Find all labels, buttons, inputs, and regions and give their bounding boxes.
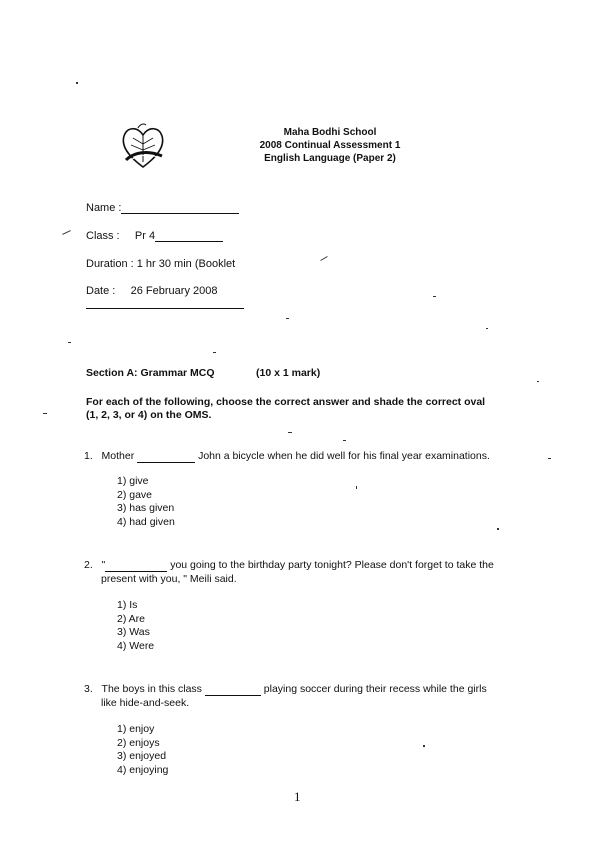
scan-speck: [43, 413, 47, 414]
question-2-options: [117, 599, 154, 653]
question-1-options: [117, 475, 175, 529]
scan-speck: [213, 352, 216, 353]
scan-speck: [76, 82, 78, 84]
question-3-options: [117, 723, 168, 777]
question-3: [84, 682, 487, 696]
question-text-after: John a bicycle when he did well for his final year examinations.: [198, 450, 490, 462]
question-text-after: you going to the birthday party tonight? Please don't forget to take the: [170, 559, 494, 571]
instruction-line-2: (1, 2, 3, or 4) on the OMS.: [86, 409, 212, 421]
class-value: Pr 4: [134, 230, 156, 242]
instruction-line-1: For each of the following, choose the correct answer and shade the correct oval: [86, 396, 486, 408]
question-text-after: playing soccer during their recess while the girls: [263, 683, 487, 695]
scan-speck: [548, 458, 551, 459]
question-2: [84, 558, 494, 572]
answer-blank: [105, 560, 167, 572]
question-number: 2.: [84, 559, 93, 571]
option-4: 4) Were: [117, 639, 155, 652]
scan-speck: [433, 296, 436, 297]
scan-speck: [423, 745, 425, 747]
section-marks: (10 x 1 mark): [256, 367, 321, 379]
class-field: [86, 230, 223, 242]
question-1: [84, 449, 490, 463]
option-2: 2) enjoys: [117, 736, 160, 749]
option-3: 3) enjoyed: [117, 750, 167, 762]
name-blank: [121, 202, 239, 214]
option-2: 2) Are: [117, 612, 146, 625]
option-4: 4) had given: [117, 515, 175, 528]
question-text-before: Mother: [101, 450, 135, 462]
question-number: 3.: [84, 683, 93, 695]
scan-speck: [486, 328, 488, 329]
date-value: 26 February 2008: [130, 285, 218, 297]
question-text-before: The boys in this class: [101, 683, 202, 695]
assessment-title: 2008 Continual Assessment 1: [259, 140, 401, 151]
scan-speck: [537, 381, 539, 382]
scan-speck: [343, 440, 346, 441]
class-blank: [155, 230, 223, 242]
duration-text: Duration : 1 hr 30 min (Booklet: [86, 258, 236, 270]
school-logo: [118, 122, 168, 170]
scan-speck: [288, 432, 292, 433]
question-2-line-2: present with you, " Meili said.: [101, 573, 237, 585]
name-field: [86, 202, 239, 214]
scan-speck: [356, 486, 357, 489]
section-title: Section A: Grammar MCQ: [86, 367, 215, 379]
class-label: Class :: [86, 230, 120, 242]
option-3: 3) Was: [117, 626, 150, 638]
scan-speck: [286, 318, 289, 319]
school-name: Maha Bodhi School: [283, 127, 377, 138]
option-3: 3) has given: [117, 502, 175, 514]
scan-speck: [320, 256, 327, 261]
scan-speck: [62, 230, 71, 235]
question-number: 1.: [84, 450, 93, 462]
option-2: 2) gave: [117, 488, 153, 501]
option-1: 1) Is: [117, 599, 138, 611]
header-divider: [86, 308, 244, 309]
option-4: 4) enjoying: [117, 763, 169, 776]
scan-speck: [68, 342, 71, 343]
page-number: 1: [294, 789, 301, 804]
question-3-line-2: like hide-and-seek.: [101, 697, 190, 709]
option-1: 1) enjoy: [117, 723, 155, 735]
date-label: Date :: [86, 285, 116, 297]
answer-blank: [205, 684, 261, 696]
question-text-before: ": [101, 559, 106, 571]
paper-title: English Language (Paper 2): [264, 153, 396, 164]
name-label: Name :: [86, 202, 122, 214]
scan-speck: [497, 528, 499, 530]
date-field: [86, 285, 217, 297]
option-1: 1) give: [117, 475, 149, 487]
answer-blank: [137, 451, 195, 463]
